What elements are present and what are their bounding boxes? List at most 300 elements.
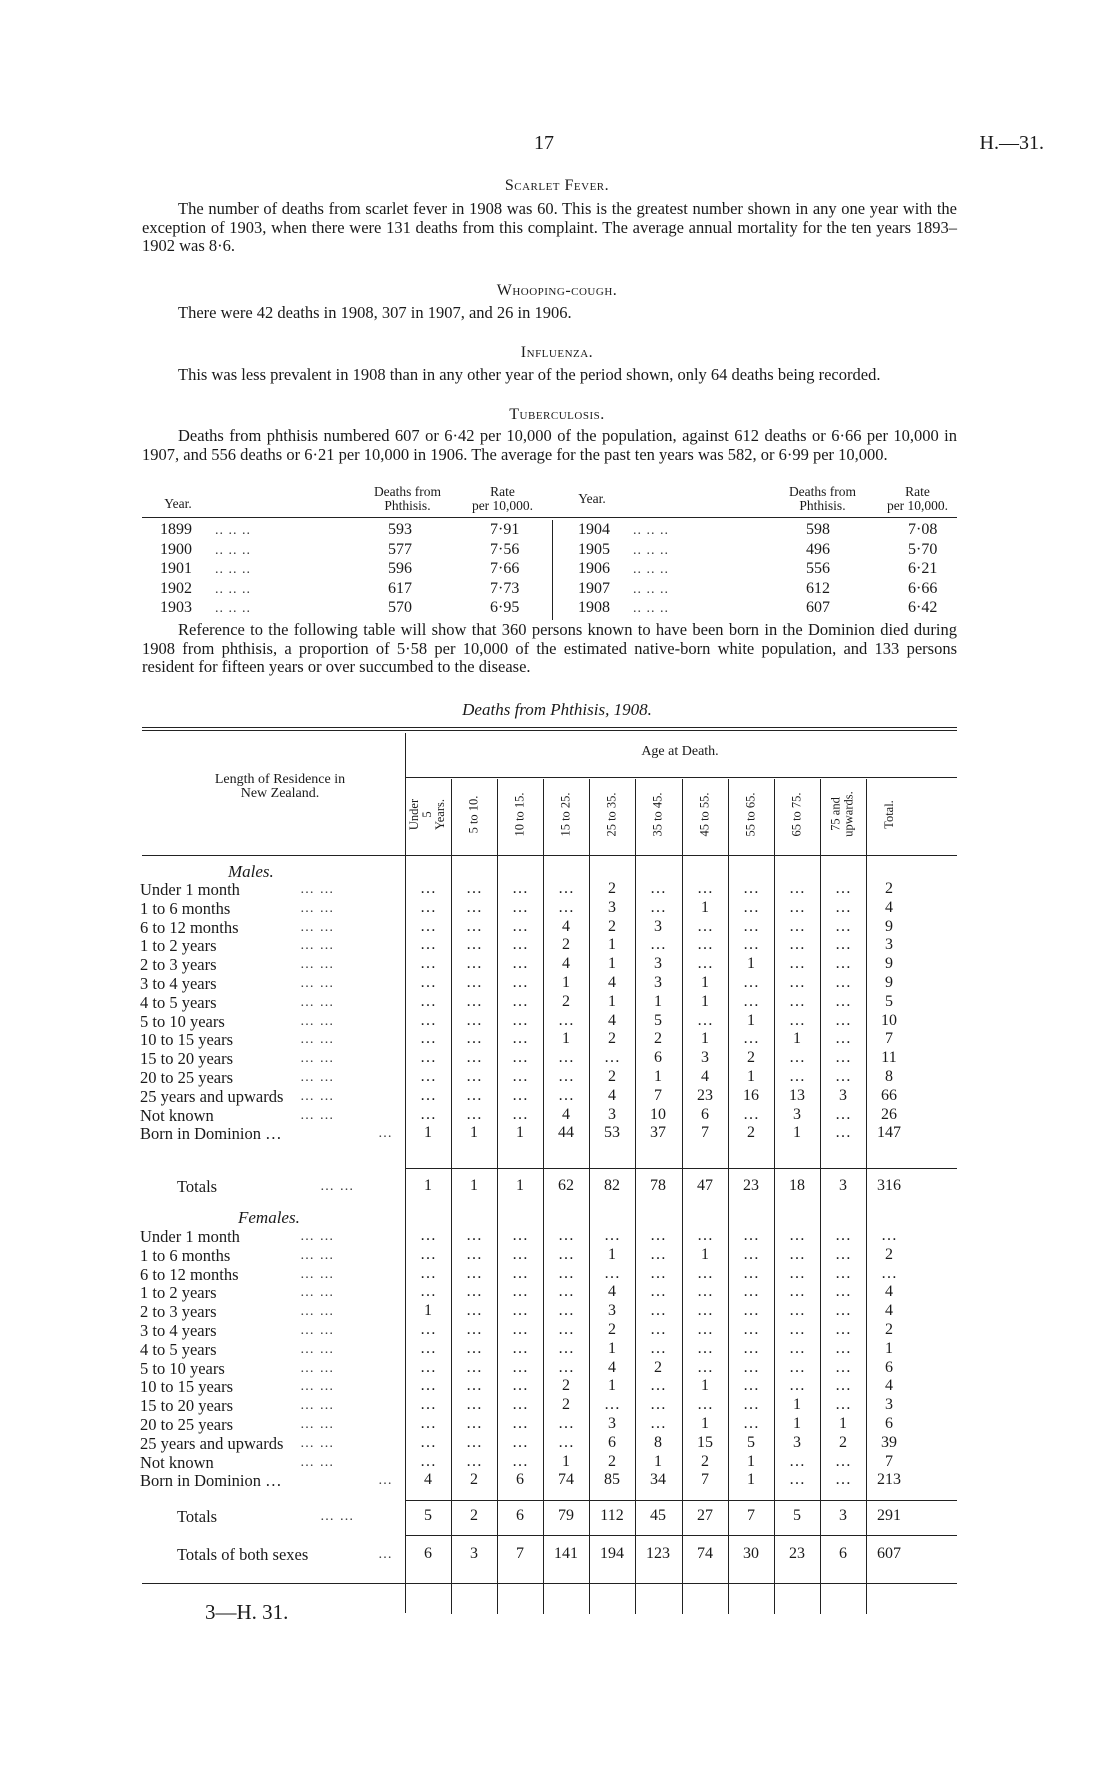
- table-cell: …: [881, 1227, 897, 1244]
- table-cell: …: [697, 1011, 713, 1029]
- table-cell: …: [512, 1321, 528, 1338]
- table-cell: 2: [885, 880, 893, 897]
- column-divider: [866, 779, 867, 1614]
- table-cell: …: [558, 1086, 574, 1104]
- column-header-label: 55 to 65.: [743, 791, 758, 837]
- header-rate-left: Rate per 10,000.: [471, 484, 534, 513]
- table-cell: …: [420, 1245, 436, 1263]
- table-cell: …: [650, 880, 666, 897]
- dot-leader: .. .. ..: [215, 562, 251, 577]
- table-cell: 23: [697, 1086, 713, 1104]
- residence-label: Born in Dominion …: [140, 1471, 282, 1491]
- residence-label: Under 1 month: [140, 880, 240, 899]
- table-cell: 3: [839, 1177, 847, 1194]
- table-cell: …: [789, 936, 805, 954]
- column-header: [461, 778, 487, 850]
- table-cell: 1: [747, 955, 755, 973]
- table-cell: …: [743, 1283, 759, 1301]
- residence-label: 10 to 15 years: [140, 1030, 234, 1050]
- table-cell: …: [420, 1339, 436, 1357]
- table-cell: …: [558, 1302, 574, 1320]
- residence-label: Not known: [140, 1452, 214, 1472]
- header-rate-right: Rate per 10,000.: [886, 484, 949, 513]
- table-cell: …: [512, 1377, 528, 1395]
- table-cell: 1: [701, 974, 709, 991]
- phthisis-rate: 7·91: [490, 521, 520, 538]
- table-cell: …: [789, 1358, 805, 1376]
- table-cell: 7: [701, 1471, 709, 1489]
- phthisis-year: 1902: [160, 579, 192, 597]
- table-cell: …: [835, 1245, 851, 1263]
- table-cell: …: [743, 1321, 759, 1338]
- table-cell: 26: [881, 1105, 897, 1123]
- column-header: [692, 778, 718, 850]
- table-cell: …: [743, 1245, 759, 1263]
- table-cell: …: [420, 1415, 436, 1432]
- table-cell: 2: [470, 1471, 478, 1489]
- table-cell: …: [789, 974, 805, 991]
- table-cell: 2: [608, 1068, 616, 1085]
- table-cell: 6: [839, 1545, 847, 1562]
- residence-label: 2 to 3 years: [140, 1302, 217, 1322]
- column-divider: [774, 779, 775, 1614]
- table-cell: 1: [793, 1124, 801, 1142]
- column-divider: [543, 779, 544, 1614]
- table-cell: …: [512, 1049, 528, 1067]
- table-cell: 7: [885, 1030, 893, 1048]
- table-cell: 66: [881, 1086, 897, 1104]
- table-cell: 1: [701, 1030, 709, 1048]
- table-cell: …: [835, 1471, 851, 1489]
- table-cell: …: [512, 1302, 528, 1320]
- table-cell: …: [466, 1377, 482, 1395]
- table-cell: 1: [562, 974, 570, 991]
- column-divider: [682, 779, 683, 1614]
- table-cell: 316: [877, 1177, 901, 1194]
- table-cell: …: [512, 955, 528, 973]
- table-cell: …: [835, 1321, 851, 1338]
- table-cell: 6: [608, 1433, 616, 1451]
- table-cell: …: [697, 917, 713, 935]
- dot-leader: … …: [300, 957, 335, 973]
- dot-leader: … …: [300, 1285, 335, 1301]
- table-cell: …: [697, 1321, 713, 1338]
- table-cell: …: [835, 1264, 851, 1282]
- table-cell: …: [420, 992, 436, 1010]
- table-cell: …: [835, 1030, 851, 1048]
- table-cell: …: [650, 1339, 666, 1357]
- table-cell: …: [512, 1011, 528, 1029]
- scarlet-fever-paragraph: The number of deaths from scarlet fever in 1908 was 60. This is the greatest number shown in any one year with the exception of 1903, when there were 131 deaths from this complaint. The average annual mortality for the ten years 1893–1902 was 8·6.: [142, 199, 957, 255]
- table-cell: 2: [470, 1507, 478, 1524]
- table-cell: …: [697, 1227, 713, 1244]
- table-cell: …: [558, 1227, 574, 1244]
- table-cell: …: [789, 1068, 805, 1085]
- table-cell: 4: [608, 974, 616, 991]
- column-divider: [497, 779, 498, 1614]
- table-cell: …: [420, 1086, 436, 1104]
- table-cell: 6: [516, 1471, 524, 1489]
- column-header-label: 65 to 75.: [789, 791, 804, 837]
- table-cell: 6: [516, 1507, 524, 1524]
- table-cell: …: [835, 1339, 851, 1357]
- dot-leader: .. .. ..: [633, 562, 669, 577]
- table-cell: …: [835, 936, 851, 954]
- phthisis-rate: 7·56: [490, 540, 520, 558]
- table-cell: …: [466, 1030, 482, 1048]
- table-cell: 5: [747, 1433, 755, 1451]
- dot-leader: …: [378, 1126, 393, 1142]
- table-cell: …: [420, 1264, 436, 1282]
- table-cell: …: [466, 1396, 482, 1414]
- tuberculosis-heading: Tuberculosis.: [509, 406, 605, 423]
- table-cell: …: [512, 1415, 528, 1432]
- table-cell: 3: [793, 1105, 801, 1123]
- table-cell: 4: [885, 1302, 893, 1320]
- header-year-left: Year.: [164, 496, 192, 511]
- column-header: [645, 778, 671, 850]
- table-cell: …: [420, 1283, 436, 1301]
- table-cell: …: [650, 1302, 666, 1320]
- table-cell: 10: [650, 1105, 666, 1123]
- grand-totals-label: Totals of both sexes: [177, 1545, 309, 1564]
- table-cell: 62: [558, 1177, 574, 1194]
- dot-leader: .. .. ..: [215, 601, 251, 616]
- table-cell: 1: [470, 1177, 478, 1194]
- table-cell: 6: [701, 1105, 709, 1123]
- column-header: [830, 778, 856, 850]
- table-cell: 9: [885, 955, 893, 973]
- table-cell: 16: [743, 1086, 759, 1104]
- table-cell: …: [466, 1049, 482, 1067]
- table-cell: …: [789, 1302, 805, 1320]
- residence-label: 3 to 4 years: [140, 974, 217, 993]
- table-cell: 18: [789, 1177, 805, 1194]
- residence-label: 6 to 12 months: [140, 917, 239, 937]
- whooping-cough-paragraph: There were 42 deaths in 1908, 307 in 1907, and 26 in 1906.: [178, 303, 572, 322]
- table-cell: …: [420, 955, 436, 973]
- table-cell: …: [558, 1068, 574, 1085]
- table-cell: 4: [424, 1471, 432, 1489]
- table-cell: …: [420, 1321, 436, 1338]
- table-cell: 3: [885, 1396, 893, 1414]
- table-cell: …: [835, 1124, 851, 1142]
- dot-leader: .. .. ..: [215, 581, 251, 597]
- table-cell: 2: [885, 1245, 893, 1263]
- table-cell: 1: [747, 1011, 755, 1029]
- table-cell: …: [512, 1358, 528, 1376]
- table-cell: 1: [562, 1452, 570, 1470]
- column-divider: [635, 779, 636, 1614]
- table-cell: …: [420, 936, 436, 954]
- table-cell: 74: [697, 1545, 713, 1562]
- table-cell: 85: [604, 1471, 620, 1489]
- table-cell: 2: [608, 880, 616, 897]
- table-cell: 4: [562, 1105, 570, 1123]
- table-cell: …: [697, 1264, 713, 1282]
- table-cell: …: [558, 1049, 574, 1067]
- table-cell: …: [512, 917, 528, 935]
- table-cell: 4: [885, 898, 893, 916]
- column-header: [784, 778, 810, 850]
- table-cell: …: [558, 1264, 574, 1282]
- table-cell: 8: [654, 1433, 662, 1451]
- table-cell: …: [789, 1264, 805, 1282]
- table-cell: 2: [839, 1433, 847, 1451]
- dot-leader: .. .. ..: [215, 542, 251, 558]
- table-cell: 1: [747, 1068, 755, 1085]
- table-cell: 1: [654, 992, 662, 1010]
- residence-label: 25 years and upwards: [140, 1086, 284, 1106]
- residence-label: 1 to 6 months: [140, 898, 231, 918]
- table-cell: …: [789, 1227, 805, 1244]
- dot-leader: … …: [300, 1360, 335, 1376]
- age-at-death-header: Age at Death.: [641, 744, 719, 759]
- table-cell: …: [789, 917, 805, 935]
- scarlet-fever-heading: Scarlet Fever.: [504, 177, 610, 194]
- table-cell: …: [420, 1396, 436, 1414]
- dot-leader: … …: [300, 976, 335, 991]
- table-cell: 1: [701, 1415, 709, 1432]
- column-header-label: 35 to 45.: [650, 791, 665, 837]
- table-cell: …: [697, 1302, 713, 1320]
- table-cell: 3: [654, 917, 662, 935]
- dot-leader: … …: [300, 1454, 335, 1470]
- table-cell: …: [743, 1396, 759, 1414]
- column-header-label: Total.: [881, 799, 896, 829]
- dot-leader: … …: [300, 919, 335, 935]
- phthisis-year: 1901: [160, 560, 192, 577]
- table-cell: …: [512, 1264, 528, 1282]
- table-cell: …: [466, 1302, 482, 1320]
- table-cell: …: [789, 1049, 805, 1067]
- table-cell: …: [604, 1227, 620, 1244]
- table-cell: …: [466, 1433, 482, 1451]
- residence-label: 20 to 25 years: [140, 1068, 234, 1087]
- table-cell: 3: [839, 1086, 847, 1104]
- table-cell: 2: [747, 1124, 755, 1142]
- phthisis-year: 1907: [578, 579, 610, 597]
- table-cell: 5: [885, 992, 893, 1010]
- dot-leader: .. .. ..: [633, 523, 669, 538]
- table-cell: 4: [608, 1358, 616, 1376]
- table-cell: 1: [701, 1377, 709, 1395]
- table-cell: …: [789, 1339, 805, 1357]
- residence-label: 15 to 20 years: [140, 1396, 234, 1416]
- dot-leader: .. .. ..: [215, 523, 251, 538]
- row-header: Length of Residence in New Zealand.: [214, 772, 346, 801]
- table-cell: …: [466, 880, 482, 897]
- column-header: [553, 778, 579, 850]
- phthisis-deaths: 612: [806, 579, 830, 597]
- table-cell: …: [512, 992, 528, 1010]
- table-cell: 3: [470, 1545, 478, 1562]
- reference-paragraph: Reference to the following table will show that 360 persons known to have been born in the Dominion died during 1908 from phthisis, a proportion of 5·58 per 10,000 of the estimated native-born white population, and 133 persons resident for fifteen years or over succumbed to the disease.: [142, 620, 957, 676]
- table-cell: …: [420, 1452, 436, 1470]
- table-cell: 3: [654, 955, 662, 973]
- table-cell: 6: [424, 1545, 432, 1562]
- dot-leader: .. .. ..: [633, 581, 669, 597]
- total-rule: [406, 1500, 957, 1501]
- table-cell: …: [835, 1068, 851, 1085]
- table-cell: …: [466, 992, 482, 1010]
- dot-leader: … …: [300, 882, 335, 897]
- table-cell: …: [835, 1377, 851, 1395]
- table-cell: …: [743, 936, 759, 954]
- table-cell: 1: [424, 1302, 432, 1320]
- column-header: [876, 778, 902, 850]
- table-cell: 13: [789, 1086, 805, 1104]
- table-cell: …: [835, 1011, 851, 1029]
- table-cell: …: [604, 1396, 620, 1414]
- table-cell: …: [743, 1415, 759, 1432]
- table-cell: 1: [608, 1339, 616, 1357]
- table-cell: …: [466, 1086, 482, 1104]
- dot-leader: … …: [300, 1323, 335, 1338]
- table-cell: …: [789, 880, 805, 897]
- phthisis-year: 1906: [578, 560, 610, 577]
- table-cell: 1: [793, 1396, 801, 1414]
- table-cell: 2: [562, 1377, 570, 1395]
- table-cell: 2: [562, 936, 570, 954]
- table-cell: …: [466, 1068, 482, 1085]
- table-cell: 1: [608, 1377, 616, 1395]
- table-cell: 7: [701, 1124, 709, 1142]
- table-cell: …: [743, 1105, 759, 1123]
- table-cell: …: [835, 1452, 851, 1470]
- table-cell: …: [835, 880, 851, 897]
- table-cell: …: [558, 1358, 574, 1376]
- table-cell: …: [650, 1377, 666, 1395]
- table-cell: …: [512, 1452, 528, 1470]
- table-cell: 1: [608, 955, 616, 973]
- table-cell: …: [558, 1415, 574, 1432]
- table-cell: 4: [608, 1086, 616, 1104]
- table-cell: 4: [608, 1283, 616, 1301]
- table-cell: …: [835, 1283, 851, 1301]
- table-cell: 3: [608, 898, 616, 916]
- dot-leader: … …: [300, 1247, 335, 1263]
- table-cell: 1: [701, 1245, 709, 1263]
- column-header: [407, 778, 448, 850]
- table-cell: 79: [558, 1507, 574, 1524]
- residence-label: Born in Dominion …: [140, 1124, 282, 1144]
- table-cell: 213: [877, 1471, 901, 1489]
- table-cell: 1: [424, 1177, 432, 1194]
- table-cell: …: [835, 917, 851, 935]
- table-cell: 2: [608, 1321, 616, 1338]
- table-cell: 3: [839, 1507, 847, 1524]
- table-cell: 1: [701, 992, 709, 1010]
- table-cell: …: [420, 880, 436, 897]
- table-cell: 1: [654, 1068, 662, 1085]
- table-cell: 2: [747, 1049, 755, 1067]
- table-cell: …: [512, 880, 528, 897]
- table-cell: …: [697, 936, 713, 954]
- dot-leader: .. .. ..: [633, 601, 669, 616]
- table-cell: …: [743, 974, 759, 991]
- table-cell: 37: [650, 1124, 666, 1142]
- table-cell: …: [835, 1227, 851, 1244]
- table-cell: …: [835, 974, 851, 991]
- whooping-cough-heading: Whooping-cough.: [496, 282, 618, 299]
- table-cell: …: [743, 1358, 759, 1376]
- phthisis-deaths: 617: [388, 579, 412, 597]
- table-cell: …: [512, 1283, 528, 1301]
- table-cell: 10: [881, 1011, 897, 1029]
- table-cell: 2: [654, 1030, 662, 1048]
- phthisis-deaths: 556: [806, 560, 830, 577]
- table-cell: …: [512, 898, 528, 916]
- table-cell: …: [789, 1377, 805, 1395]
- table-cell: 147: [877, 1124, 901, 1142]
- table-cell: …: [650, 936, 666, 954]
- table-cell: 3: [885, 936, 893, 954]
- dot-leader: … …: [300, 1266, 335, 1282]
- dot-leader: … …: [300, 1417, 335, 1432]
- table-cell: 1: [470, 1124, 478, 1142]
- table-cell: …: [604, 1049, 620, 1067]
- table-cell: 3: [793, 1433, 801, 1451]
- phthisis-deaths: 598: [806, 521, 830, 538]
- residence-label: 25 years and upwards: [140, 1433, 284, 1453]
- table-cell: 74: [558, 1471, 574, 1489]
- dot-leader: … …: [300, 1304, 335, 1320]
- dot-leader: … …: [300, 1051, 335, 1067]
- table-cell: 1: [747, 1452, 755, 1470]
- table-cell: 82: [604, 1177, 620, 1194]
- column-header-label: 45 to 55.: [697, 791, 712, 837]
- dot-leader: … …: [300, 1379, 335, 1395]
- table-cell: 23: [743, 1177, 759, 1194]
- table-cell: 45: [650, 1507, 666, 1524]
- table-cell: 4: [562, 917, 570, 935]
- residence-label: 4 to 5 years: [140, 1339, 217, 1359]
- table-cell: 44: [558, 1124, 574, 1142]
- influenza-heading: Influenza.: [520, 344, 594, 361]
- page-number: 17: [534, 132, 554, 154]
- influenza-paragraph: This was less prevalent in 1908 than in any other year of the period shown, only 64 deaths being recorded.: [178, 365, 881, 384]
- dot-leader: … …: [300, 1341, 335, 1357]
- table-cell: …: [512, 1030, 528, 1048]
- table-cell: 1: [516, 1177, 524, 1194]
- table-cell: 7: [654, 1086, 662, 1104]
- dot-leader: … …: [320, 1179, 355, 1194]
- table-cell: 3: [608, 1302, 616, 1320]
- residence-label: Not known: [140, 1105, 214, 1125]
- table-cell: …: [512, 1433, 528, 1451]
- phthisis-rate: 5·70: [908, 540, 938, 558]
- table-cell: …: [420, 1433, 436, 1451]
- total-rule: [406, 1535, 957, 1536]
- table-cell: …: [512, 1105, 528, 1123]
- table-cell: …: [604, 1264, 620, 1282]
- residence-label: 1 to 2 years: [140, 1283, 217, 1303]
- tuberculosis-paragraph: Deaths from phthisis numbered 607 or 6·42 per 10,000 of the population, against 612 deaths or 6·66 per 10,000 in 1907, and 556 deaths or 6·21 per 10,000 in 1906. The average for the past ten years was 582, or 6·99 per 10,000.: [142, 426, 957, 464]
- phthisis-rate: 6·42: [908, 599, 938, 616]
- phthisis-rate: 6·66: [908, 579, 938, 597]
- table-cell: 1: [747, 1471, 755, 1489]
- phthisis-deaths: 496: [806, 540, 830, 558]
- table-cell: …: [743, 1302, 759, 1320]
- table-cell: 1: [608, 936, 616, 954]
- phthisis-deaths: 593: [388, 521, 412, 538]
- table-cell: 11: [881, 1049, 897, 1067]
- table-cell: …: [512, 1068, 528, 1085]
- females-section-title: Females.: [238, 1208, 300, 1227]
- table-cell: 1: [424, 1124, 432, 1142]
- table-cell: 141: [554, 1545, 578, 1562]
